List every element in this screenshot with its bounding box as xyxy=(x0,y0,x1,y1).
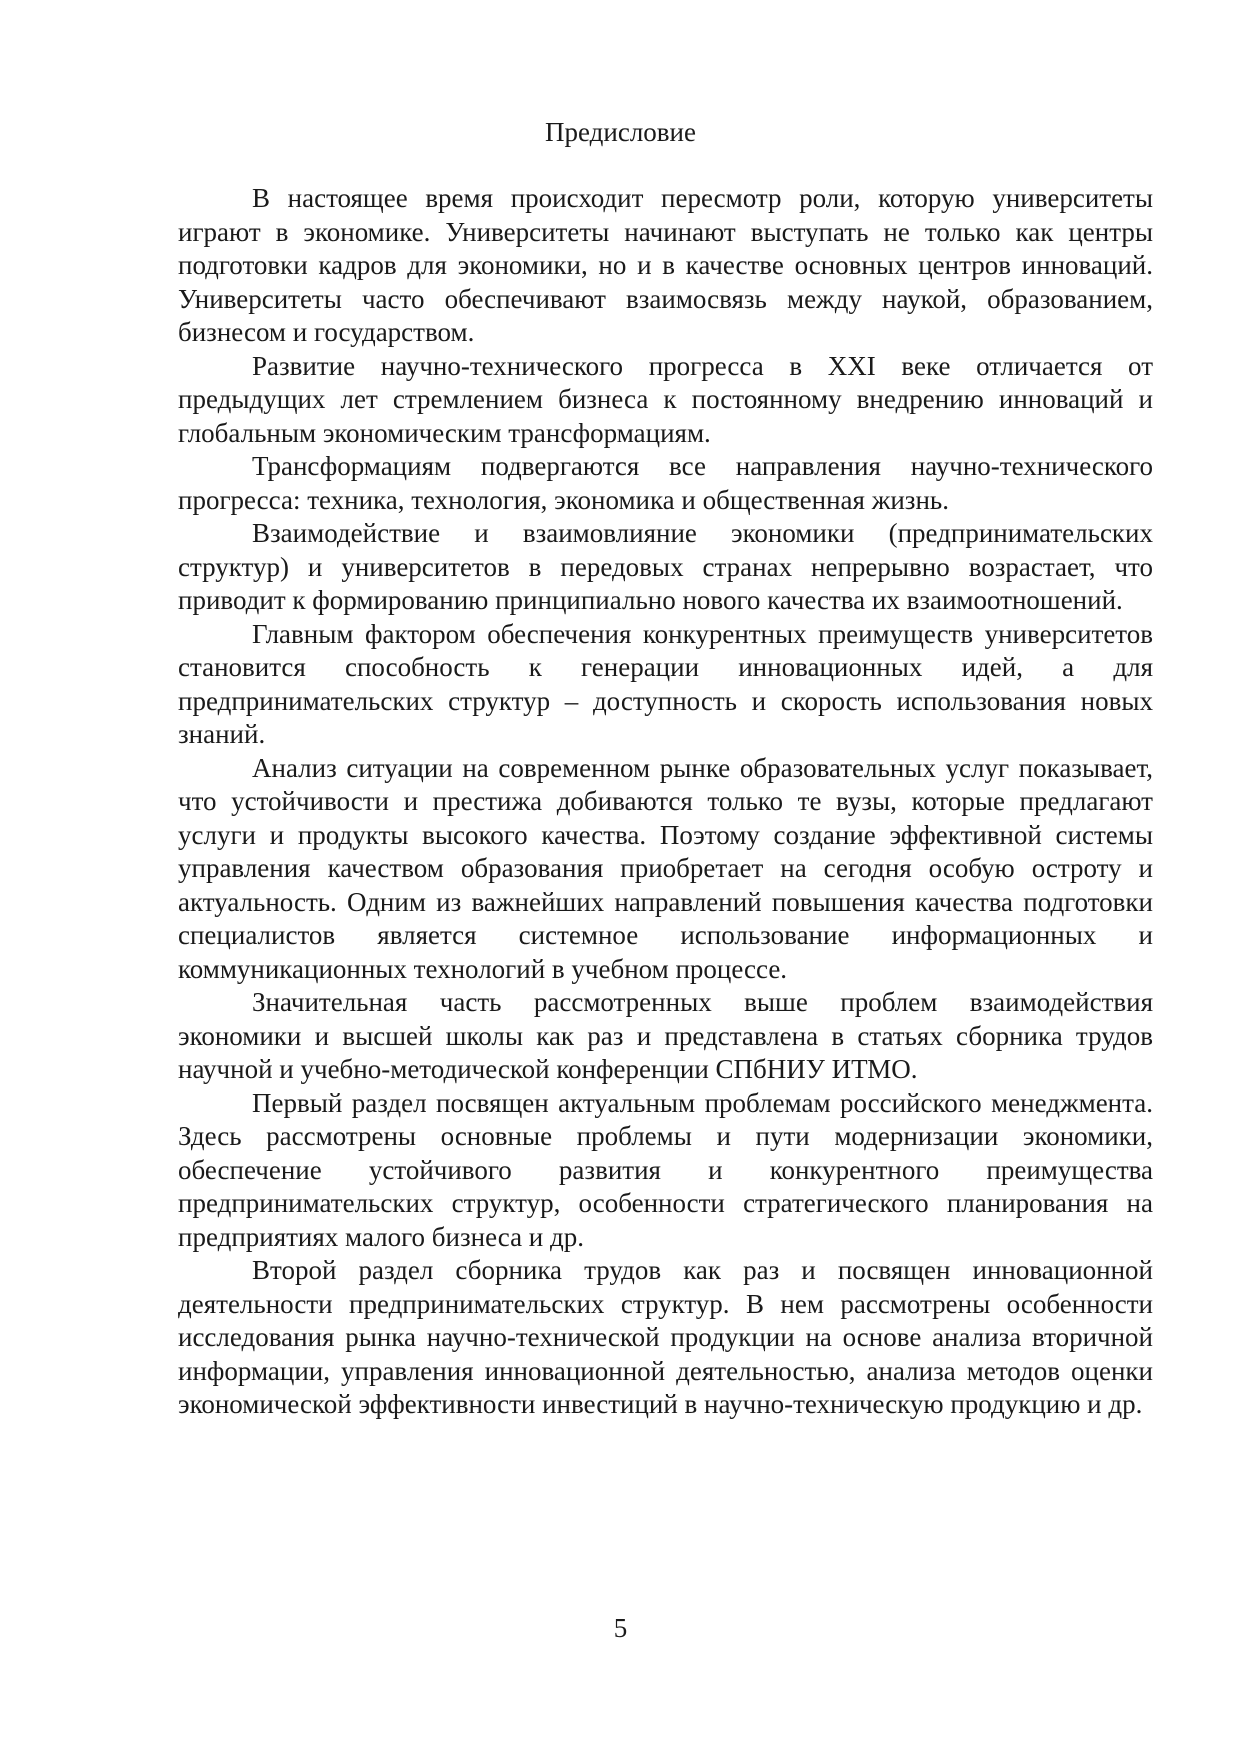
paragraph: В настоящее время происходит пересмотр роли, которую университеты играют в экономике. Университеты начинают выступать не только как центры подготовки кадров для экономики, но и в качестве основных центров инноваций. Университеты часто обеспечивают взаимосвязь между наукой, образованием, бизнесом и государством. xyxy=(178,183,1153,347)
body-text xyxy=(178,182,1153,1422)
page-number: 5 xyxy=(613,1613,628,1643)
page-title: Предисловие xyxy=(545,117,696,147)
paragraph: Анализ ситуации на современном рынке образовательных услуг показывает, что устойчивости и престижа добиваются только те вузы, которые предлагают услуги и продукты высокого качества. Поэтому создание эффективной системы управления качеством образования приобретает на сегодня особую остроту и актуальность. Одним из важнейших направлений повышения качества подготовки специалистов является системное использование информационных и коммуникационных технологий в учебном процессе. xyxy=(178,752,1153,984)
paragraph: Значительная часть рассмотренных выше проблем взаимодействия экономики и высшей школы как раз и представлена в статьях сборника трудов научной и учебно-методической конференции СПбНИУ ИТМО. xyxy=(178,987,1153,1084)
paragraph: Взаимодействие и взаимовлияние экономики (предпринимательских структур) и университетов в передовых странах непрерывно возрастает, что приводит к формированию принципиально нового качества их взаимоотношений. xyxy=(178,518,1153,615)
paragraph: Второй раздел сборника трудов как раз и посвящен инновационной деятельности предпринимательских структур. В нем рассмотрены особенности исследования рынка научно-технической продукции на основе анализа вторичной информации, управления инновационной деятельностью, анализа методов оценки экономической эффективности инвестиций в научно-техническую продукцию и др. xyxy=(178,1255,1153,1419)
paragraph: Главным фактором обеспечения конкурентных преимуществ университетов становится способность к генерации инновационных идей, а для предпринимательских структур – доступность и скорость использования новых знаний. xyxy=(178,618,1153,749)
paragraph: Трансформациям подвергаются все направления научно-технического прогресса: техника, технология, экономика и общественная жизнь. xyxy=(178,451,1153,515)
paragraph: Развитие научно-технического прогресса в XXI веке отличается от предыдущих лет стремлением бизнеса к постоянному внедрению инноваций и глобальным экономическим трансформациям. xyxy=(178,350,1153,448)
paragraph: Первый раздел посвящен актуальным проблемам российского менеджмента. Здесь рассмотрены основные проблемы и пути модернизации экономики, обеспечение устойчивого развития и конкурентного преимущества предпринимательских структур, особенности стратегического планирования на предприятиях малого бизнеса и др. xyxy=(178,1087,1153,1252)
